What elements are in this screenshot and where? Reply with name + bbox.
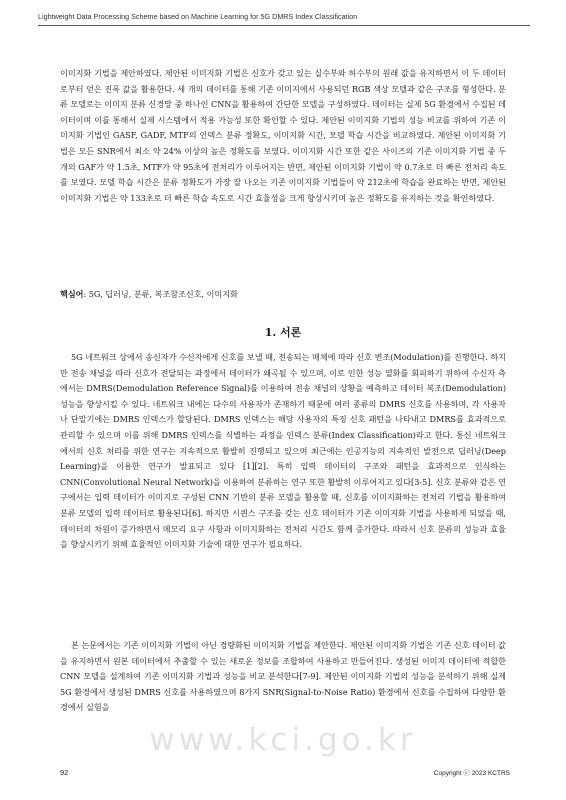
keywords-label: 핵심어 [60, 289, 84, 299]
intro-paragraph-2: 본 논문에서는 기존 이미지화 기법이 아닌 경량화된 이미지화 기법을 제안한다. 제안된 이미지화 기법은 기존 신호 데이터 값을 유지하면서 원본 데이터에서 추출할 수 있는 새로운 정보를 조합하여 사용하고 만들어진다. 생성된 이미지 데이터에 적합한 CNN 모델을 설계하여 기존 이미지화 기법과 성능을 비교 분석한다[7-9]. 제안된 이미지화 기법의 성능을 분석하기 위해 실제 5G 환경에서 생성된 DMRS 신호를 사용하였으며 8가지 SNR(Signal-to-Noise Ratio) 환경에서 신호를 수집하여 다양한 환경에서 실험을 [60, 640, 506, 713]
intro-paragraph-1: 5G 네트워크 상에서 송신자가 수신자에게 신호를 보낼 때, 전송되는 매체에 따라 신호 변조(Modulation)를 진행한다. 하지만 전송 채널을 따라 신호가 전달되는 과정에서 데이터가 왜곡될 수 있으며, 이로 인한 성능 열화를 회피하기 위하여 수신자 측에서는 DMRS(Demodulation Reference Signal)를 이용하여 전송 채널의 상황을 예측하고 데이터 복조(Demodulation) 성능을 향상시킬 수 있다. 네트워크 내에는 다수의 사용자가 존재하기 때문에 여러 종류의 DMRS 신호를 사용하며, 각 사용자나 단말기에는 DMRS 인덱스가 할당된다. DMRS 인덱스는 해당 사용자의 특징 신호 패턴을 나타내고 DMRS를 효과적으로 관리할 수 있으며 이를 위해 DMRS 인덱스를 식별하는 과정을 인덱스 분류(Index Classification)라고 한다. 통신 네트워크에서의 신호 처리를 위한 연구는 지속적으로 활발히 진행되고 있으며 최근에는 인공지능의 지속적인 발전으로 딥러닝(Deep Learning)을 이용한 연구가 발표되고 있다 [1][2]. 특히 입력 데이터의 구조와 패턴을 효과적으로 인식하는 CNN(Convolutional Neural Network)을 이용하여 분류하는 연구 또한 활발히 이루어지고 있다[3-5]. 신호 분류와 같은 연구에서는 입력 데이터가 이미지로 구성된 CNN 기반의 분류 모델을 활용할 때, 신호를 이미지화하는 전처리 기법을 활용하여 분류 모델의 입력 데이터로 활용된다[6]. 하지만 시퀀스 구조를 갖는 신호 데이터가 기존 이미지화 기법을 사용하게 되었을 때, 데이터의 차원이 증가하면서 메모리 요구 사항과 이미지화하는 전처리 시간도 함께 증가한다. 따라서 신호 분류의 성능과 효율을 향상시키기 위해 효율적인 이미지화 기술에 대한 연구가 필요하다. [60, 352, 506, 550]
keywords-line [60, 289, 238, 300]
keywords-text: : 5G, 딥러닝, 분류, 복조참조신호, 이미지화 [83, 289, 238, 299]
copyright-notice: Copyright ⓒ 2023 KCTRS [433, 770, 510, 777]
kci-watermark: www.kci.go.kr [149, 722, 417, 758]
running-title: Lightweight Data Processing Scheme based on Machine Learning for 5G DMRS Index Classification [38, 12, 358, 21]
abstract-paragraph: 이미지화 기법을 제안하였다. 제안된 이미지화 기법은 신호가 갖고 있는 실수부와 허수부의 원래 값을 유지하면서 이 두 데이터로부터 얻은 진폭 값을 활용한다. 세 개의 데이터를 통해 기존 이미지에서 사용되던 RGB 색상 모델과 같은 구조를 형성한다. 분류 모델로는 이미지 분류 신경망 중 하나인 CNN을 활용하여 간단한 모델을 구성하였다. 데이터는 실제 5G 환경에서 수집된 데이터이며 이를 통해서 실제 시스템에서 적용 가능성 또한 확인할 수 있다. 제안된 이미지화 기법의 성능 비교를 위하여 기존 이미지화 기법인 GASF, GADF, MTF의 인덱스 분류 정확도, 이미지화 시간, 모델 학습 시간을 비교하였다. 제안된 이미지화 기법은 모든 SNR에서 최소 약 24% 이상의 높은 정확도를 보였다. 이미지화 시간 또한 같은 사이즈의 기존 이미지화 기법 중 두 개의 GAF가 약 1.5초, MTF가 약 95초에 전처리가 이루어지는 반면, 제안된 이미지화 기법이 약 0.7초로 더 빠른 전처리 속도를 보였다. 모델 학습 시간은 분류 정확도가 가장 잘 나오는 기존 이미지화 기법들이 약 212초에 학습을 완료하는 반면, 제안된 이미지화 기법은 약 133초로 더 빠른 학습 속도로 시간 효율성을 크게 향상시키며 높은 정확도를 유지하는 것을 확인하였다. [60, 68, 506, 203]
page-number: 92 [60, 768, 69, 777]
header-divider [38, 25, 530, 26]
section-heading: 1. 서론 [264, 326, 302, 339]
